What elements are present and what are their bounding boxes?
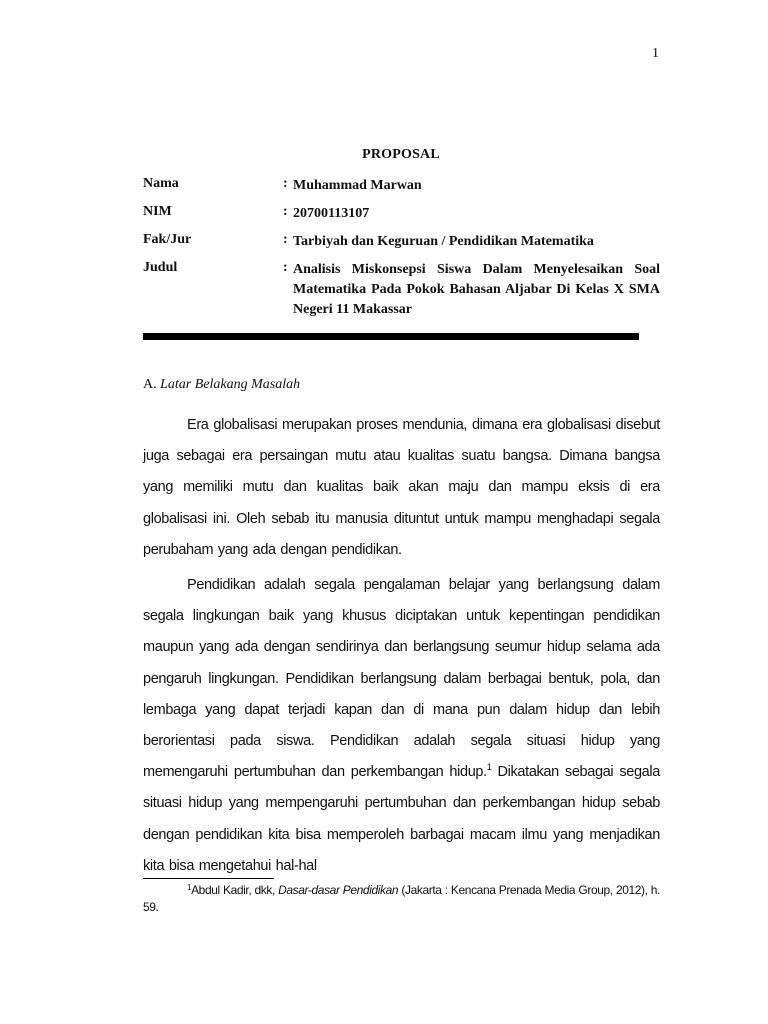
info-colon: : — [283, 260, 288, 275]
footnote-reference: 1 — [486, 762, 492, 773]
info-colon: : — [283, 232, 288, 247]
footnote-separator — [143, 878, 274, 879]
info-label-nim: NIM — [143, 204, 172, 219]
section-letter: A. — [143, 377, 157, 392]
info-value-nama: Muhammad Marwan — [293, 178, 422, 193]
page-number: 1 — [652, 46, 659, 61]
paragraph-2-part-1: Pendidikan adalah segala pengalaman belajar yang berlangsung dalam segala lingkungan baik yang khusus diciptakan untuk kepentingan pendidikan maupun yang ada dengan sendirinya dan berlangsung seumur hidup selama ada pengaruh lingkungan. Pendidikan berlangsung dalam berbagai bentuk, pola, dan lembaga yang dapat terjadi kapan dan di mana pun dalam hidup dan lebih berorientasi pada siswa. Pendidikan adalah segala situasi hidup yang memengaruhi pertumbuhan dan perkembangan hidup. — [143, 577, 660, 781]
footnote-publication: (Jakarta : Kencana Prenada Media Group, 2012), h. 59. — [143, 883, 660, 914]
body-text — [143, 410, 660, 882]
info-value-judul: Analisis Miskonsepsi Siswa Dalam Menyelesaikan Soal Matematika Pada Pokok Bahasan Aljabar Di Kelas X SMA Negeri 11 Makassar — [293, 262, 660, 317]
paragraph-1: Era globalisasi merupakan proses mendunia, dimana era globalisasi disebut juga sebagai era persaingan mutu atau kualitas suatu bangsa. Dimana bangsa yang memiliki mutu dan kualitas baik akan maju dan mampu eksis di era globalisasi ini. Oleh sebab itu manusia dituntut untuk mampu menghadapi segala perubaham yang ada dengan pendidikan. — [143, 417, 660, 558]
info-label-fakultas-jurusan: Fak/Jur — [143, 232, 192, 247]
info-value-fakultas-jurusan: Tarbiyah dan Keguruan / Pendidikan Matematika — [293, 234, 594, 249]
footnote — [143, 882, 660, 916]
footnote-marker: 1 — [187, 883, 192, 892]
document-title: PROPOSAL — [362, 147, 440, 162]
paragraph-2-part-2: Dikatakan sebagai segala situasi hidup yang mempengaruhi pertumbuhan dan perkembangan hidup sebab dengan pendidikan kita bisa memperoleh barbagai macam ilmu yang menjadikan kita bisa mengetahui hal-hal — [143, 764, 660, 874]
section-divider — [143, 333, 639, 340]
info-colon: : — [283, 176, 288, 191]
info-label-judul: Judul — [143, 260, 178, 275]
info-colon: : — [283, 204, 288, 219]
footnote-authors: Abdul Kadir, dkk, — [191, 883, 279, 897]
footnote-book-title: Dasar-dasar Pendidikan — [278, 883, 399, 897]
section-heading-text: Latar Belakang Masalah — [160, 377, 301, 392]
section-heading — [143, 377, 300, 393]
info-label-nama: Nama — [143, 176, 179, 191]
paragraph-2 — [143, 570, 660, 882]
info-value-nim: 20700113107 — [293, 206, 370, 221]
